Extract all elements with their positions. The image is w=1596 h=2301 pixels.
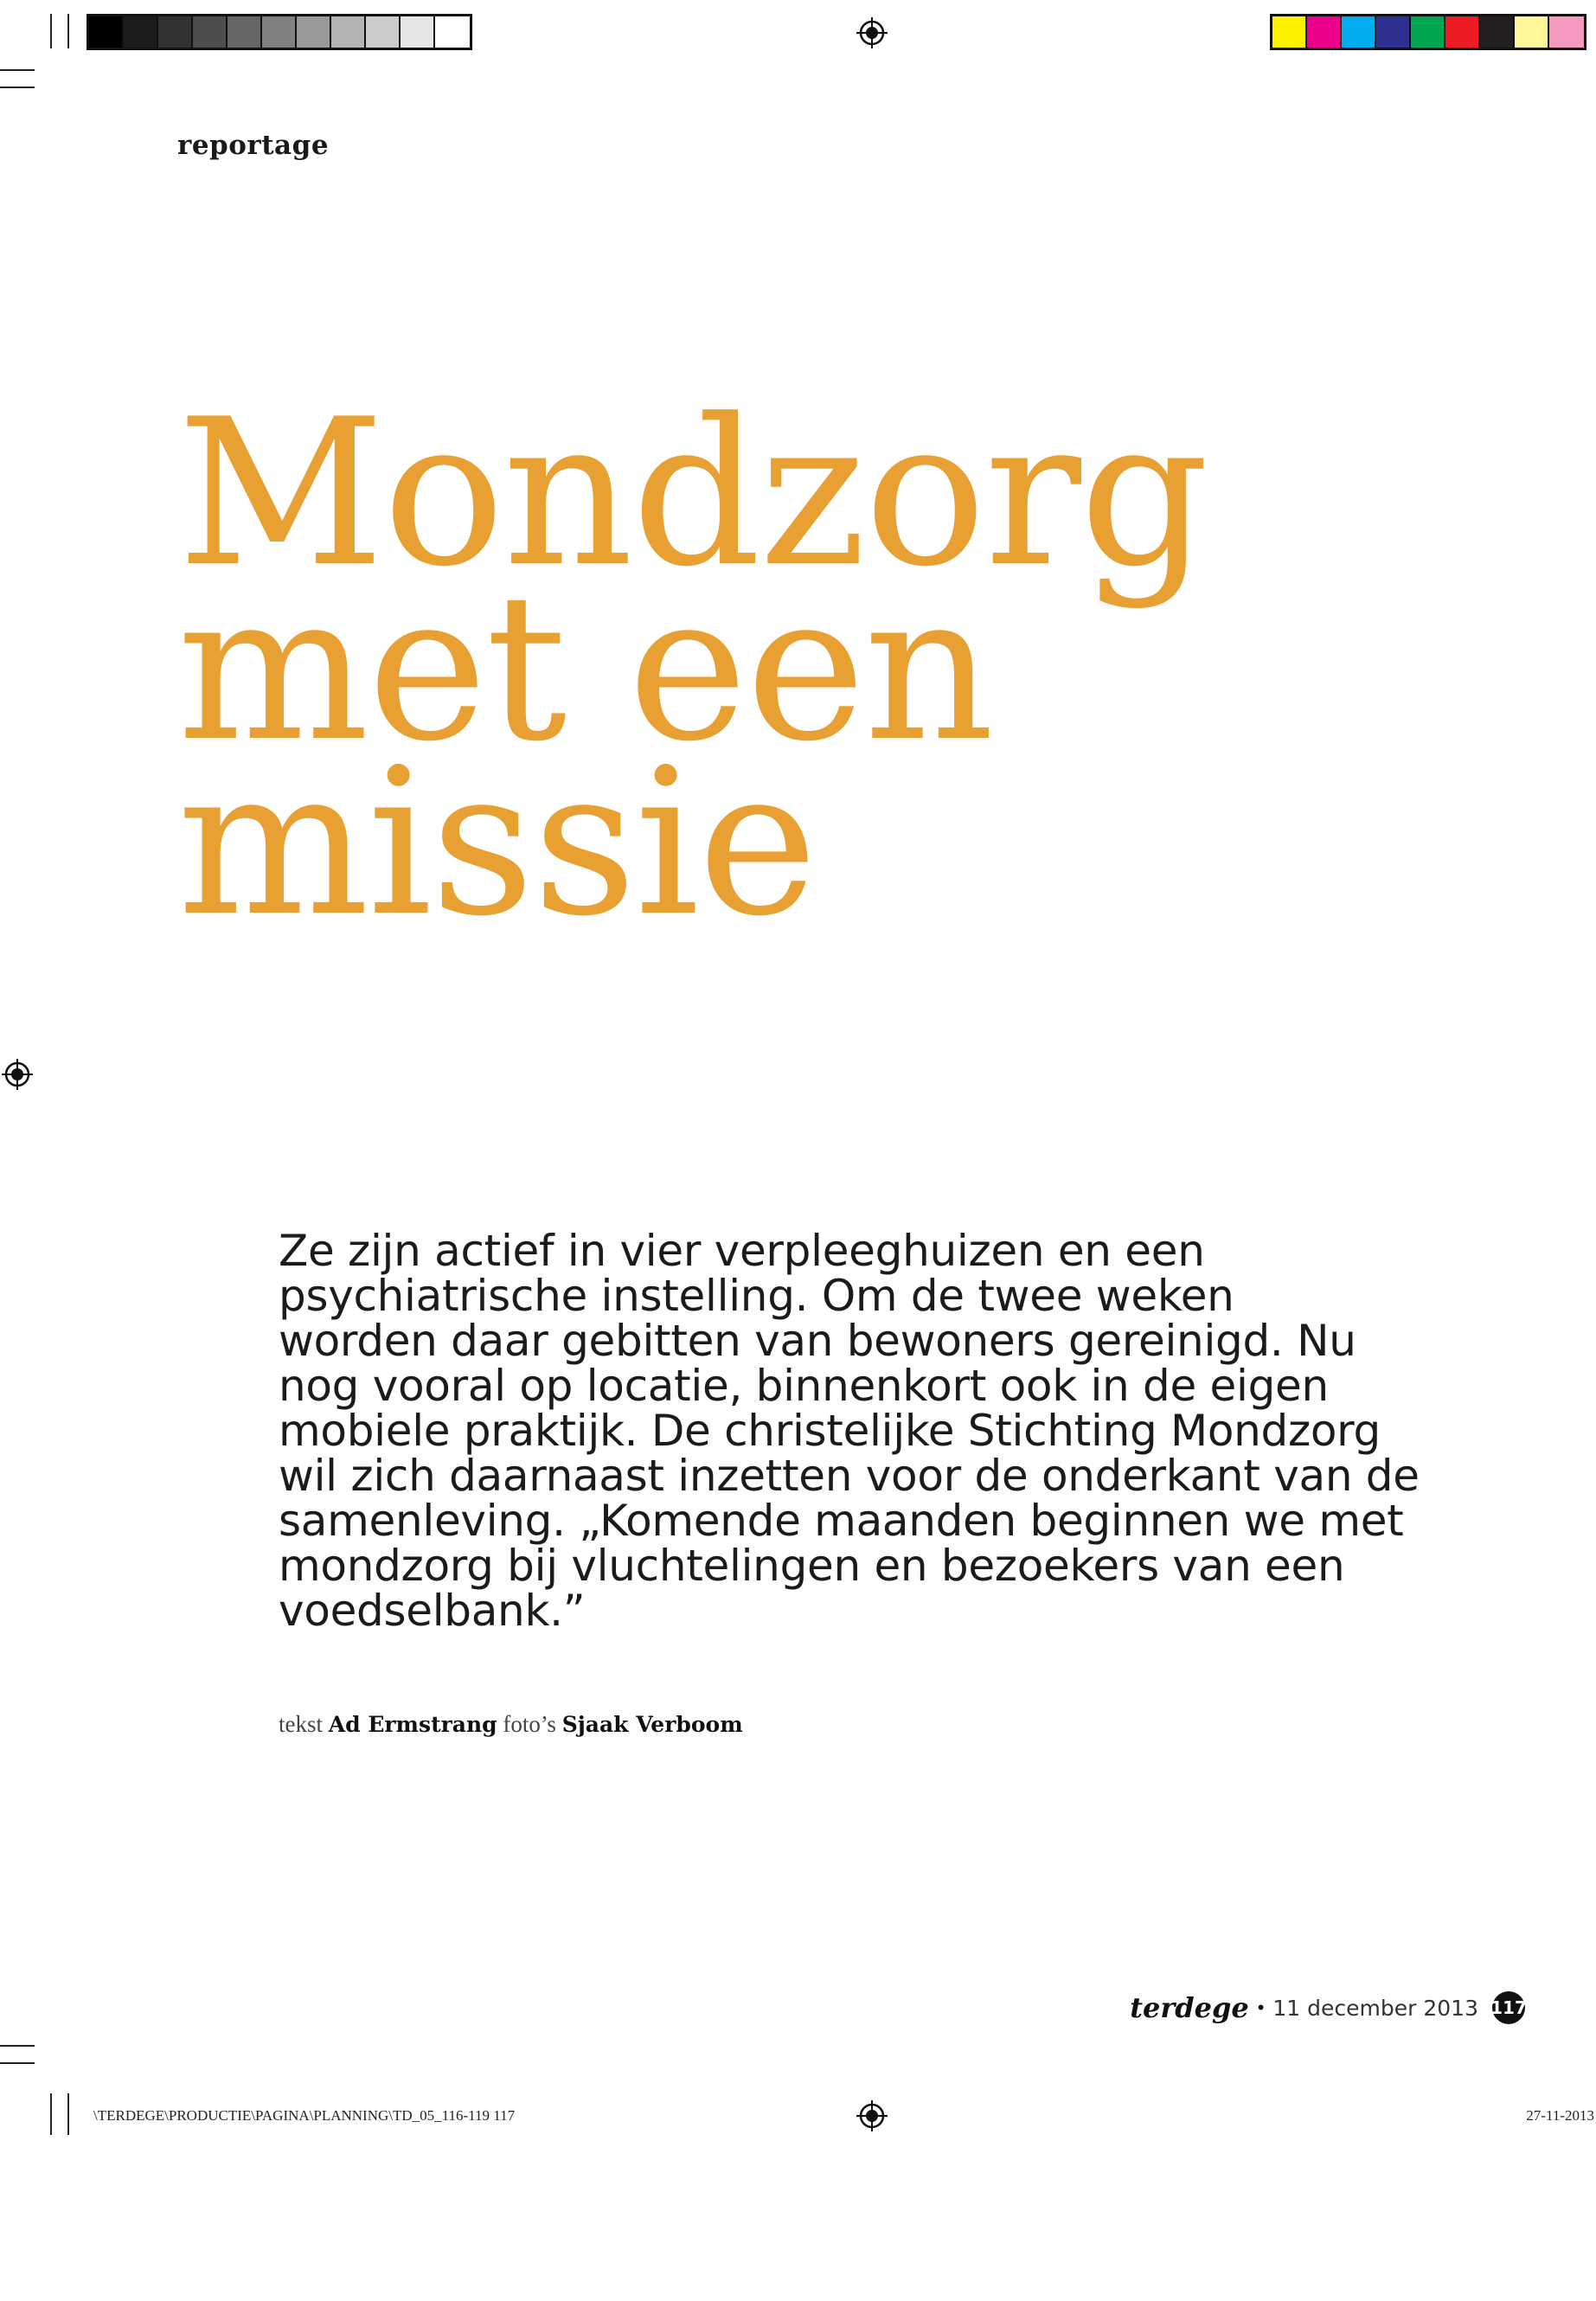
crop-mark <box>50 14 52 48</box>
color-calibration-bar <box>1270 14 1586 50</box>
lead-paragraph <box>279 1226 1481 1636</box>
color-swatch <box>1549 16 1584 48</box>
lead-line: samenleving. „Komende maanden beginnen we met <box>279 1496 1404 1546</box>
color-swatch <box>262 16 297 48</box>
lead-line: mobiele praktijk. De christelijke Stichting Mondzorg <box>279 1406 1381 1456</box>
color-swatch <box>331 16 366 48</box>
color-swatch <box>1272 16 1307 48</box>
color-swatch <box>401 16 435 48</box>
headline-line: met een <box>177 551 993 786</box>
color-swatch <box>1411 16 1445 48</box>
color-swatch <box>1515 16 1549 48</box>
page-footer <box>1130 1991 1525 2024</box>
color-swatch <box>1480 16 1515 48</box>
color-swatch <box>124 16 158 48</box>
color-swatch <box>297 16 331 48</box>
crop-mark <box>0 2045 35 2047</box>
headline-line: Mondzorg <box>177 376 1208 612</box>
color-swatch <box>1307 16 1342 48</box>
slug-path: \TERDEGE\PRODUCTIE\PAGINA\PLANNING\TD_05_116-119 117 <box>93 2107 516 2124</box>
color-swatch <box>1376 16 1411 48</box>
byline-author: Ad Ermstrang <box>328 1712 497 1737</box>
crop-mark <box>0 69 35 71</box>
crop-mark <box>0 2062 35 2064</box>
footer-bullet: • <box>1257 1997 1265 2018</box>
byline <box>279 1711 743 1738</box>
headline-line: missie <box>177 726 817 961</box>
byline-photographer: Sjaak Verboom <box>561 1712 743 1737</box>
byline-photo-label: foto’s <box>503 1711 556 1737</box>
lead-line: worden daar gebitten van bewoners gereinigd. Nu <box>279 1316 1356 1366</box>
grayscale-calibration-bar <box>87 14 472 50</box>
headline <box>177 376 1208 961</box>
lead-line: Ze zijn actief in vier verpleeghuizen en een <box>279 1226 1205 1276</box>
crop-mark <box>50 2093 52 2135</box>
lead-line: mondzorg bij vluchtelingen en bezoekers van een <box>279 1541 1345 1591</box>
lead-line: nog vooral op locatie, binnenkort ook in de eigen <box>279 1361 1329 1411</box>
color-swatch <box>228 16 262 48</box>
lead-line: wil zich daarnaast inzetten voor de onderkant van de <box>279 1451 1420 1501</box>
crop-mark <box>67 2093 69 2135</box>
color-swatch <box>1342 16 1376 48</box>
color-swatch <box>435 16 470 48</box>
crop-mark <box>0 87 35 88</box>
color-swatch <box>89 16 124 48</box>
page-number: 117 <box>1492 1991 1525 2024</box>
slug-date: 27-11-2013 <box>1526 2107 1594 2124</box>
section-label: reportage <box>177 130 330 161</box>
color-swatch <box>158 16 193 48</box>
color-swatch <box>1445 16 1480 48</box>
lead-line: voedselbank.” <box>279 1586 586 1636</box>
registration-mark-icon <box>856 2100 888 2131</box>
crop-mark <box>67 14 69 48</box>
registration-mark-icon <box>856 17 888 48</box>
registration-mark-icon <box>2 1059 33 1090</box>
lead-line: psychiatrische instelling. Om de twee weken <box>279 1271 1234 1321</box>
byline-text-label: tekst <box>279 1711 323 1737</box>
magazine-logo: terdege <box>1130 1991 1249 2024</box>
issue-date: 11 december 2013 <box>1272 1995 1478 2021</box>
color-swatch <box>366 16 401 48</box>
color-swatch <box>193 16 228 48</box>
